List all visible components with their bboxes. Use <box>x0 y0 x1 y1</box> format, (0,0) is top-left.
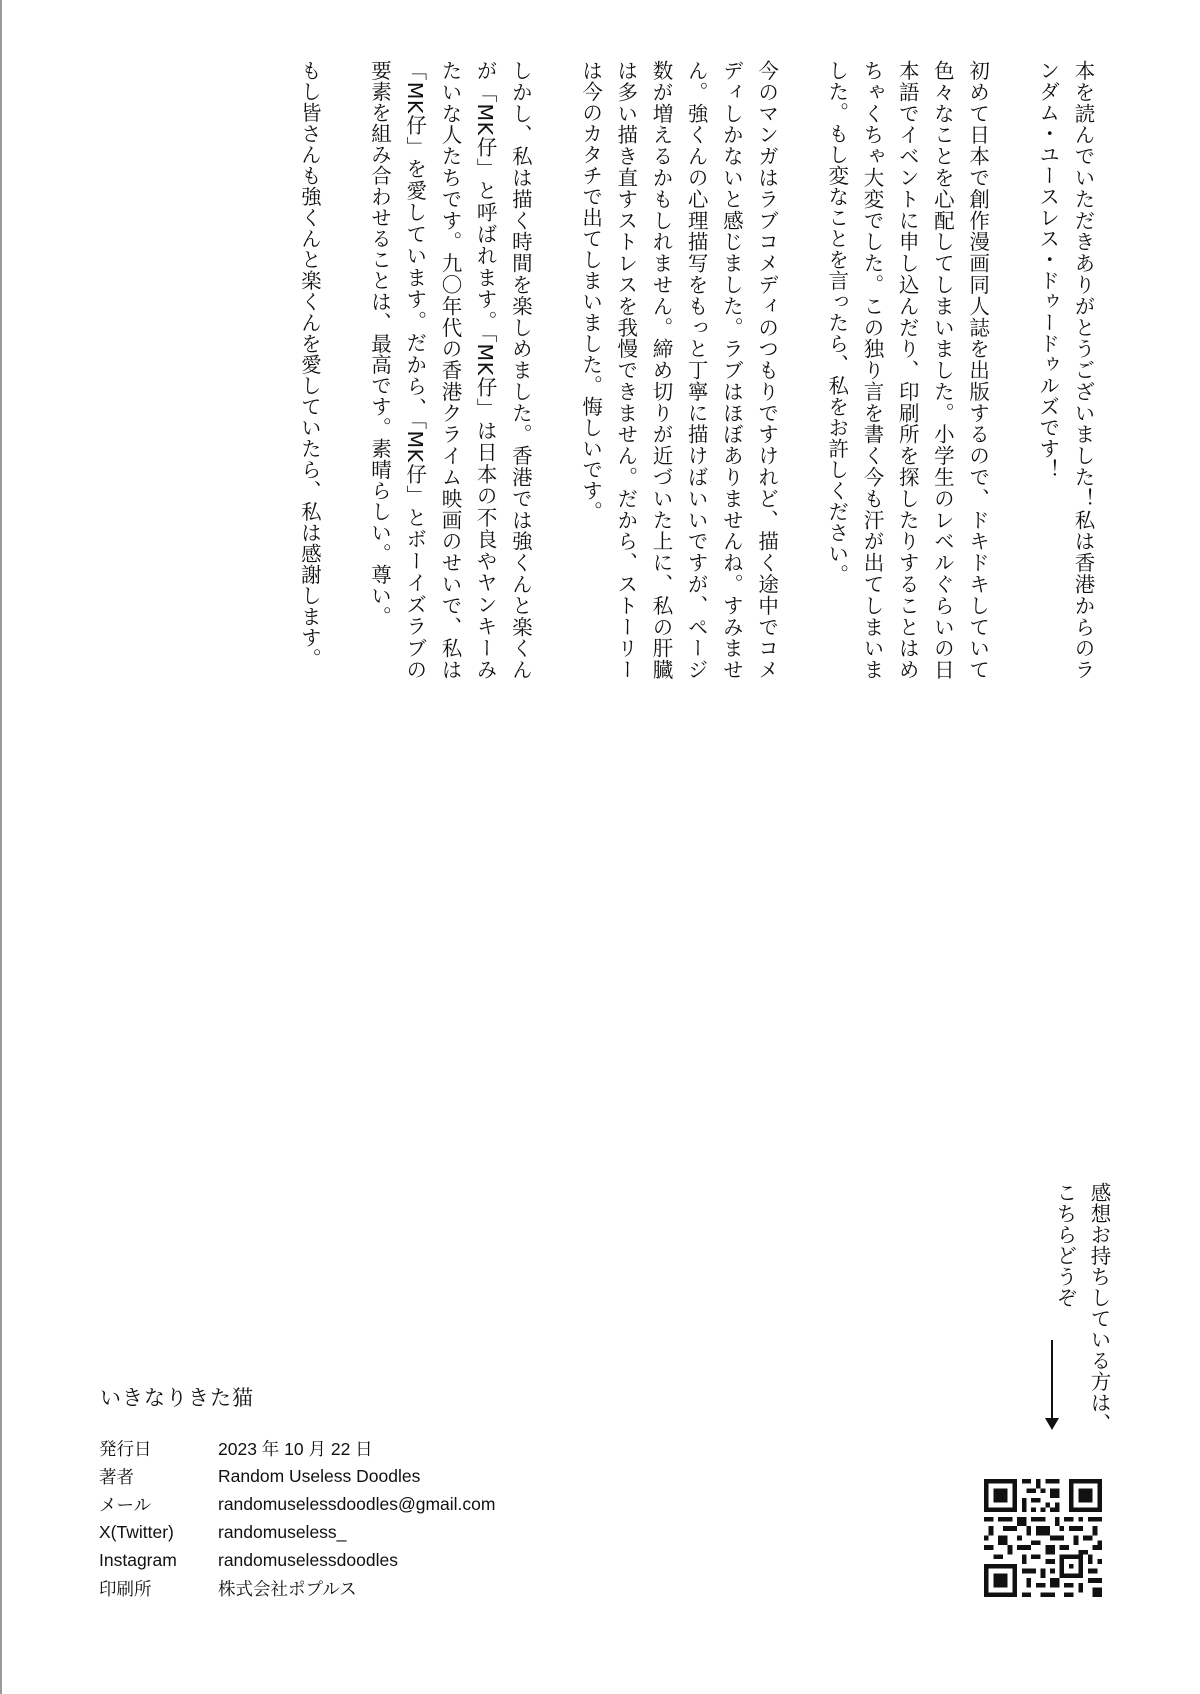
qr-alignment-pattern <box>1060 1555 1084 1579</box>
qr-caption-line-1: 感想お持ちしている方は、 <box>1087 1182 1111 1434</box>
afterword-paragraph-5: もし皆さんも強くんと楽くんを愛していたら、私は感謝します。 <box>297 60 322 669</box>
qr-finder-top-right <box>1069 1479 1102 1512</box>
instagram-label: Instagram <box>99 1549 177 1570</box>
printer-label: 印刷所 <box>99 1578 152 1599</box>
down-arrow-icon <box>1045 1418 1059 1430</box>
colophon-table <box>99 1434 495 1602</box>
author-value: Random Useless Doodles <box>218 1465 421 1486</box>
colophon-row-printer <box>99 1574 495 1602</box>
page-left-border <box>0 0 2 1694</box>
publish-date-label: 発行日 <box>99 1438 152 1459</box>
printer-value: 株式会社ポプルス <box>218 1578 357 1599</box>
colophon-row-twitter <box>99 1518 495 1546</box>
afterword-text <box>291 60 1100 680</box>
colophon-row-instagram <box>99 1546 495 1574</box>
colophon-row-publish-date <box>99 1434 495 1462</box>
book-title: いきなりきた猫 <box>100 1386 254 1410</box>
colophon-row-author <box>99 1462 495 1490</box>
afterword-paragraph-1: 本を読んでいただきありがとうございました！私は香港からのランダム・ユースレス・ドゥードゥルズです！ <box>1035 60 1095 680</box>
twitter-label: X(Twitter) <box>99 1521 174 1542</box>
email-label: メール <box>99 1494 152 1515</box>
qr-finder-top-left <box>984 1479 1017 1512</box>
qr-caption-line-2: こちらどうぞ <box>1053 1182 1077 1308</box>
afterword-paragraph-2: 初めて日本で創作漫画同人誌を出版するので、ドキドキしていて色々なことを心配してしまいました。小学生のレベルぐらいの日本語でイベントに申し込んだり、印刷所を探したりすることはめちゃくちゃ大変でした。この独り言を書く今も汗が出てしまいました。もし変なことを言ったら、私をお許しください。 <box>824 60 990 680</box>
colophon-row-email <box>99 1490 495 1518</box>
instagram-value: randomuselessdoodles <box>218 1549 398 1570</box>
down-arrow-line <box>1051 1340 1053 1420</box>
qr-finder-bottom-left <box>984 1564 1017 1597</box>
author-label: 著者 <box>99 1466 134 1487</box>
twitter-value: randomuseless_ <box>218 1521 347 1542</box>
afterword-paragraph-4: しかし、私は描く時間を楽しめました。香港では強くんと楽くんが「MK仔」と呼ばれます。「MK仔」は日本の不良やヤンキーみたいな人たちです。九〇年代の香港クライム映画のせいで、私は「MK仔」を愛しています。だから、「MK仔」とボーイズラブの要素を組み合わせることは、最高です。素晴らしい。尊い。 <box>367 60 533 680</box>
afterword-paragraph-3: 今のマンガはラブコメディのつもりですけれど、描く途中でコメディしかないと感じました。ラブはほぼありませんね。すみません。強くんの心理描写をもっと丁寧に描けばいいですが、ページ数が増えるかもしれません。締め切りが近づいた上に、私の肝臓は多い描き直すストレスを我慢できません。だから、ストーリーは今のカタチで出てしまいました。悔しいです。 <box>578 60 779 680</box>
publish-date-value: 2023 年 10 月 22 日 <box>218 1438 373 1459</box>
qr-code[interactable] <box>984 1479 1102 1597</box>
email-value[interactable]: randomuselessdoodles@gmail.com <box>218 1493 496 1514</box>
